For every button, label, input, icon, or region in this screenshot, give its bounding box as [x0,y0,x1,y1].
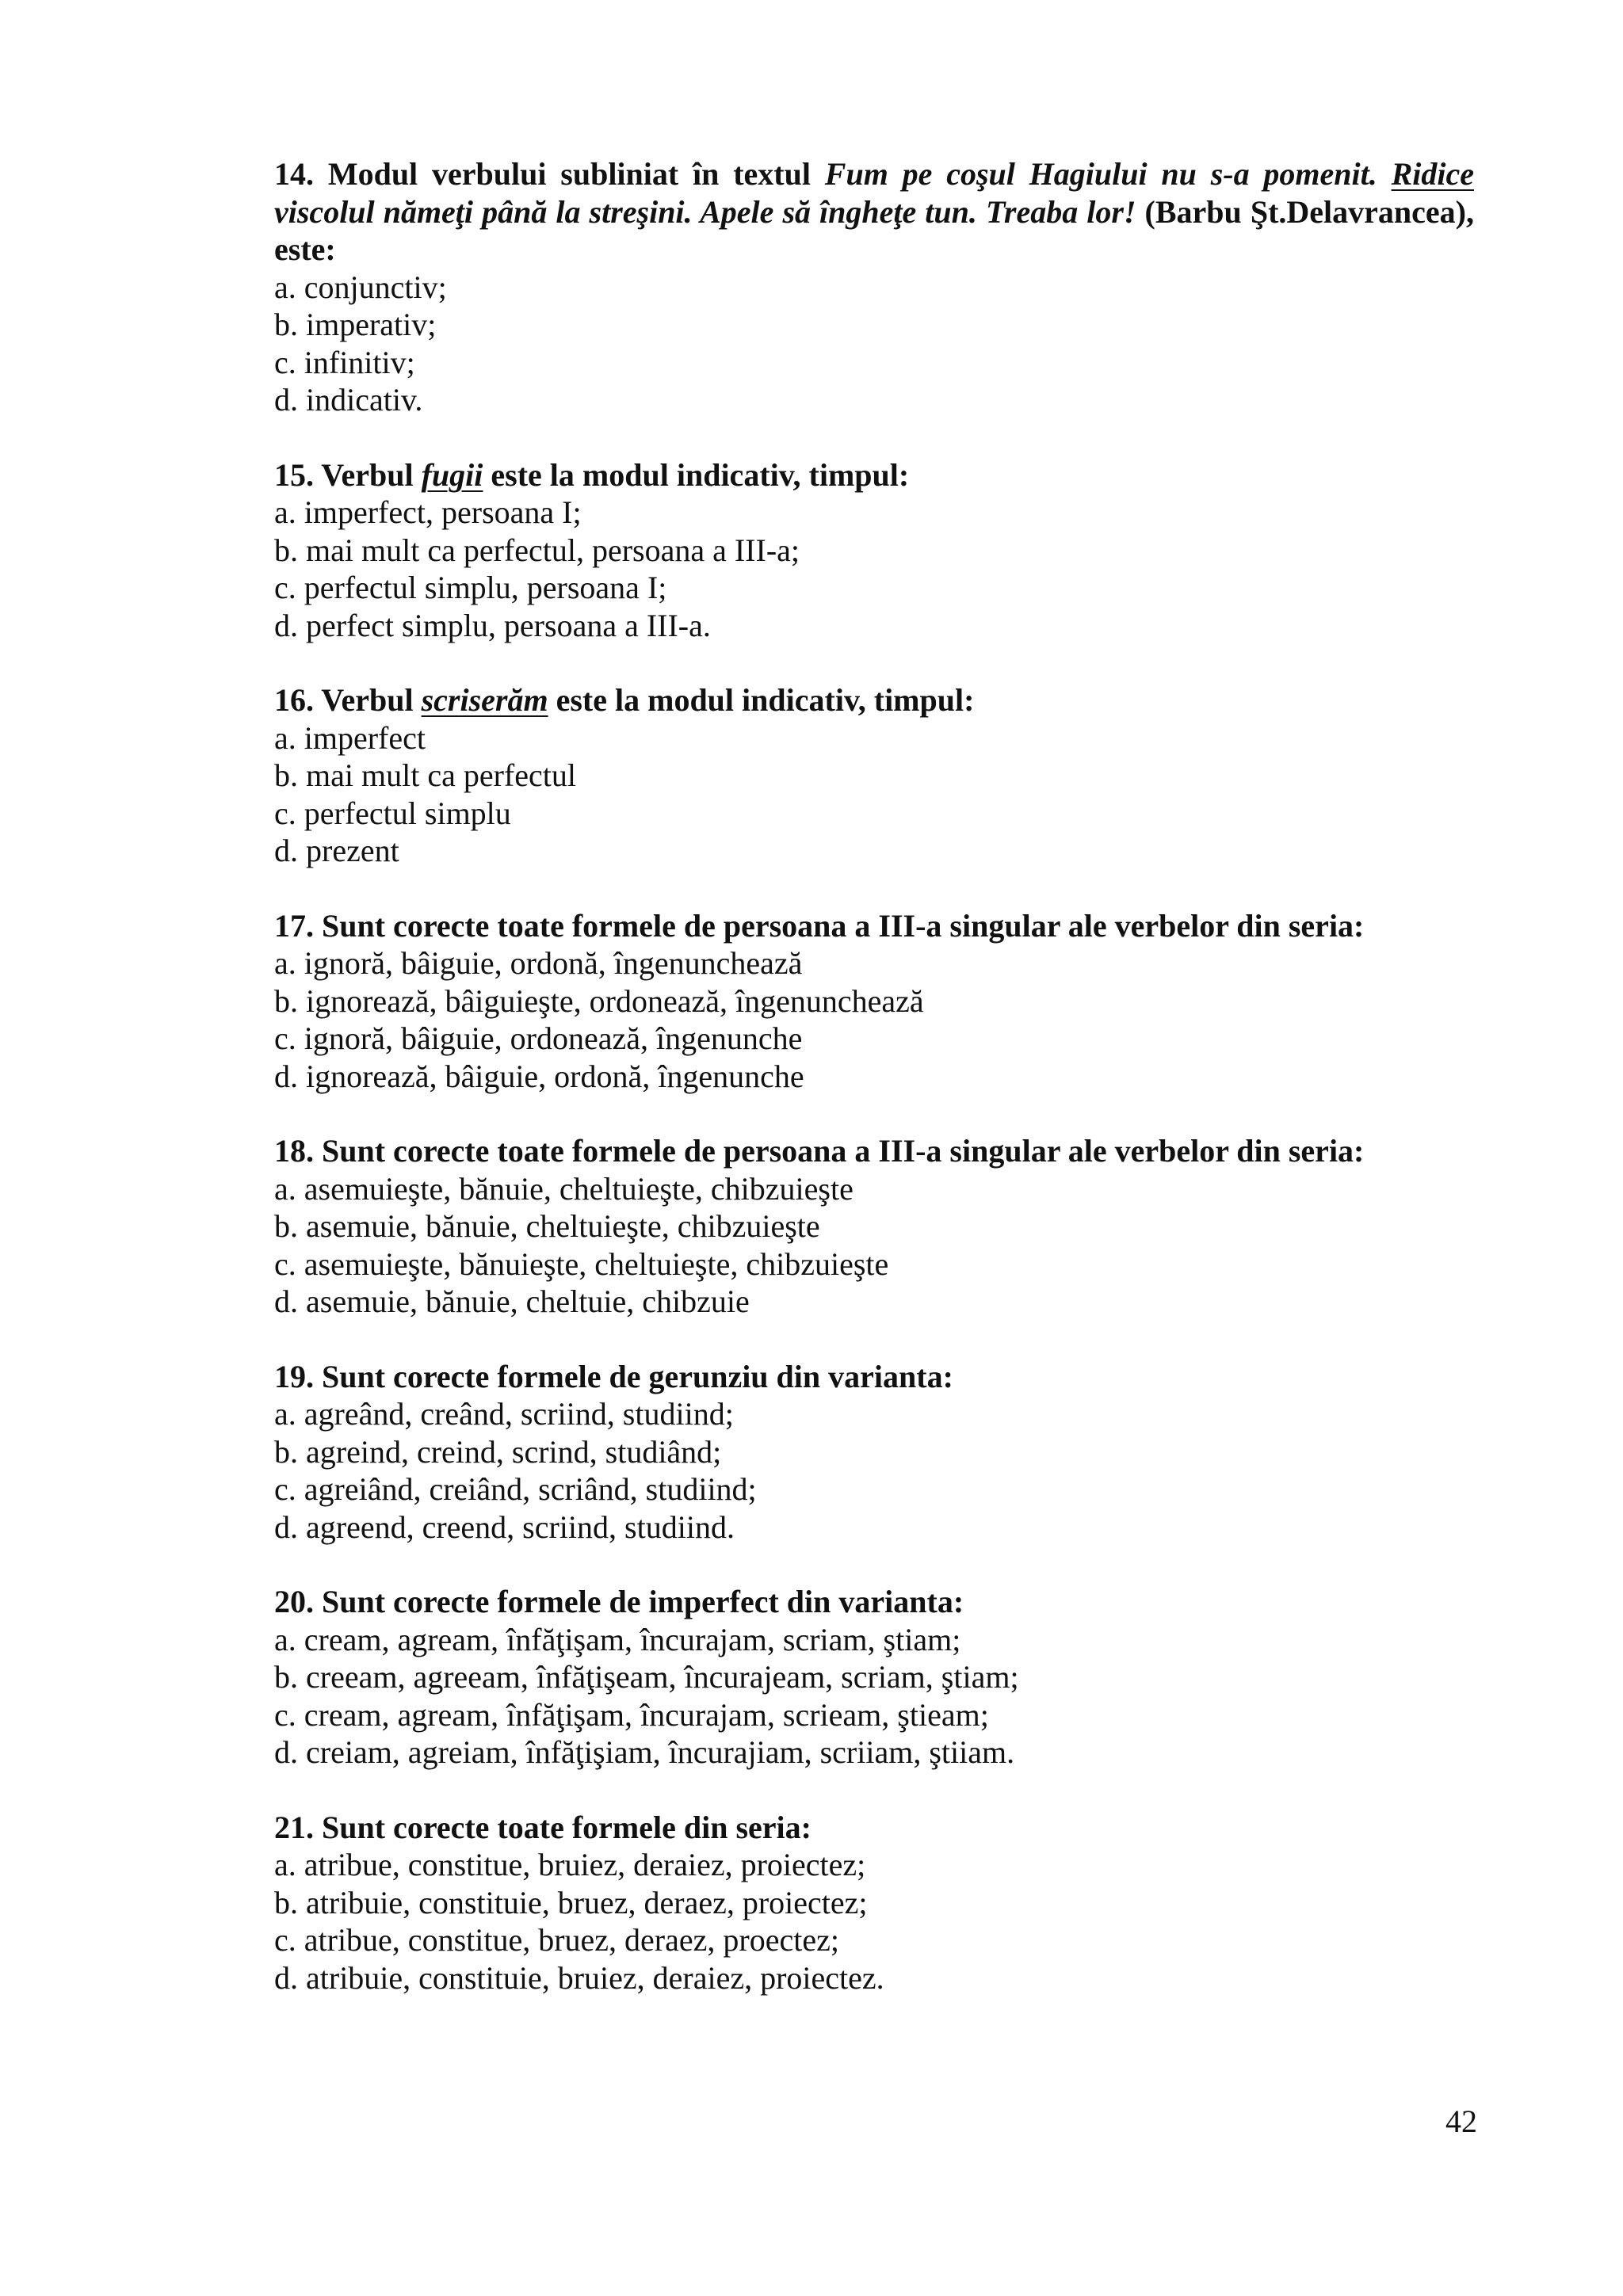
question-14-text: 14. Modul verbului subliniat în textul Fum pe coşul Hagiului nu s-a pomenit. Ridice viscolul nămeţi până la streşini. Apele să îngheţe tun. Treaba lor! (Barbu Şt.Delavrancea), este: [274,156,1475,267]
option-c: c. ignoră, bâiguie, ordonează, îngenunche [274,1020,803,1056]
question-17-text: 17. Sunt corecte toate formele de persoana a III-a singular ale verbelor din seria: [274,907,1365,944]
question-number: 16. [274,682,314,718]
option-c: c. cream, agream, înfăţişam, încurajam, scrieam, ştieam; [274,1696,989,1733]
option-b: b. mai mult ca perfectul, persoana a III-a; [274,532,800,568]
option-d: d. prezent [274,833,399,868]
question-14 [274,155,1474,419]
option-a: a. imperfect, persoana I; [274,494,582,530]
option-c: c. atribue, constitue, bruez, deraez, proectez; [274,1922,839,1958]
option-b: b. asemuie, bănuie, cheltuieşte, chibzuieşte [274,1208,820,1244]
question-number: 14. [274,156,314,192]
quoted-text: viscolul nămeţi până la streşini. Apele să îngheţe tun. Treaba lor! [274,193,1136,230]
underlined-verb: fugii [421,456,483,493]
option-b: b. mai mult ca perfectul [274,757,576,793]
option-a: a. cream, agream, înfăţişam, încurajam, scriam, ştiam; [274,1621,961,1657]
question-19 [274,1358,1474,1547]
option-b: b. atribuie, constituie, bruez, deraez, proiectez; [274,1884,868,1920]
option-c: c. perfectul simplu, persoana I; [274,570,667,605]
option-d: d. asemuie, bănuie, cheltuie, chibzuie [274,1283,750,1319]
question-20 [274,1583,1474,1772]
question-18 [274,1132,1474,1321]
option-d: d. perfect simplu, persoana a III-a. [274,607,711,643]
option-a: a. atribue, constitue, bruiez, deraiez, proiectez; [274,1847,866,1882]
question-18-text: 18. Sunt corecte toate formele de persoana a III-a singular ale verbelor din seria: [274,1133,1365,1169]
question-number: 21. [274,1809,314,1845]
document-page [274,155,1474,2034]
option-b: b. creeam, agreeam, înfăţişeam, încurajeam, scriam, ştiam; [274,1659,1019,1695]
question-15-text: 15. Verbul fugii este la modul indicativ, timpul: [274,456,910,493]
question-21-text: 21. Sunt corecte toate formele din seria: [274,1809,812,1845]
question-21 [274,1809,1474,1997]
option-a: a. conjunctiv; [274,269,447,305]
question-19-text: 19. Sunt corecte formele de gerunziu din varianta: [274,1358,953,1394]
option-b: b. imperativ; [274,307,437,342]
option-a: a. asemuieşte, bănuie, cheltuieşte, chibzuieşte [274,1170,854,1207]
option-c: c. infinitiv; [274,344,415,380]
option-a: a. imperfect [274,719,426,756]
question-15 [274,456,1474,645]
option-b: b. agreind, creind, scrind, studiând; [274,1433,722,1470]
option-c: c. agreiând, creiând, scriând, studiind; [274,1471,757,1507]
question-number: 18. [274,1133,314,1169]
question-number: 15. [274,456,314,493]
question-16-text: 16. Verbul scriserăm este la modul indicativ, timpul: [274,682,975,718]
option-a: a. agreând, creând, scriind, studiind; [274,1396,734,1432]
option-c: c. asemuieşte, bănuieşte, cheltuieşte, chibzuieşte [274,1245,889,1282]
underlined-verb: Ridice [1391,156,1475,192]
underlined-verb: scriserăm [421,682,548,718]
option-d: d. indicativ. [274,382,423,418]
option-a: a. ignoră, bâiguie, ordonă, îngenunchează [274,945,803,981]
option-d: d. ignorează, bâiguie, ordonă, îngenunche [274,1058,804,1094]
question-17 [274,907,1474,1096]
question-20-text: 20. Sunt corecte formele de imperfect din varianta: [274,1584,964,1619]
question-number: 20. [274,1584,314,1619]
option-d: d. agreend, creend, scriind, studiind. [274,1508,735,1545]
option-c: c. perfectul simplu [274,795,511,831]
question-16 [274,681,1474,870]
page-number: 42 [1445,2103,1477,2139]
question-number: 19. [274,1358,314,1394]
quoted-text: Fum pe coşul Hagiului nu s-a pomenit. [824,156,1392,192]
option-b: b. ignorează, bâiguieşte, ordonează, îngenunchează [274,982,924,1019]
option-d: d. atribuie, constituie, bruiez, deraiez, proiectez. [274,1959,884,1996]
option-d: d. creiam, agreiam, înfăţişiam, încurajiam, scriiam, ştiiam. [274,1734,1015,1770]
question-number: 17. [274,907,314,944]
